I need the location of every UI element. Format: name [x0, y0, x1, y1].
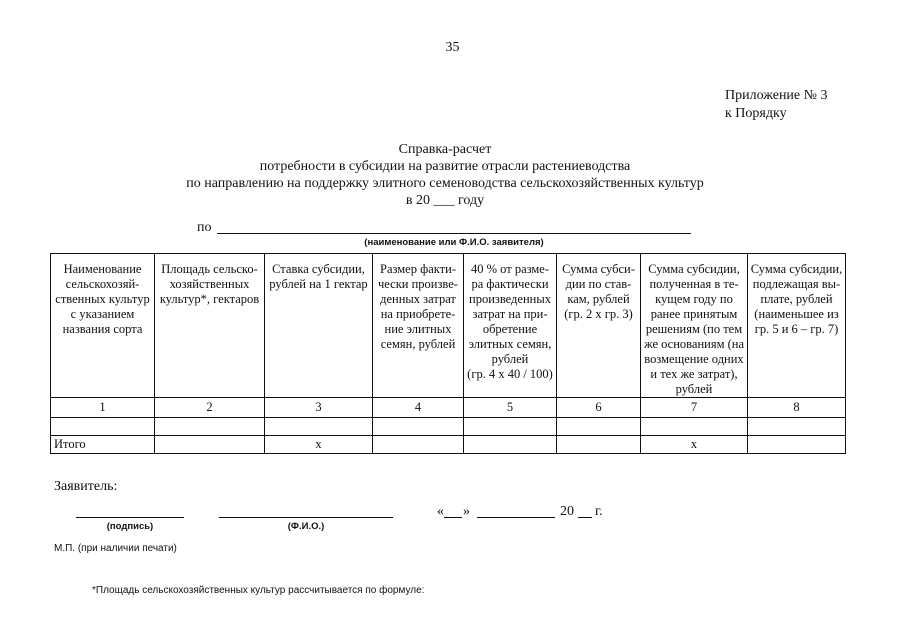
header-line: (наименьшее из — [754, 307, 839, 321]
applicant-prefix: по — [197, 220, 212, 235]
column-number: 5 — [464, 398, 557, 418]
total-cell[interactable] — [373, 436, 464, 454]
header-line: ранее принятым — [650, 307, 738, 321]
table-cell[interactable] — [748, 418, 846, 436]
date-year-field[interactable] — [578, 517, 592, 518]
total-row — [51, 436, 846, 454]
header-line: названия сорта — [62, 322, 143, 336]
applicant-label: Заявитель: — [54, 479, 118, 494]
table-cell[interactable] — [641, 418, 748, 436]
header-line: рублей — [491, 352, 529, 366]
title-line-1: Справка-расчет — [398, 142, 492, 157]
table-cell[interactable] — [557, 418, 641, 436]
subsidy-table — [50, 253, 846, 454]
column-number: 6 — [557, 398, 641, 418]
page-number: 35 — [445, 40, 460, 55]
total-cell-mark: х — [641, 436, 748, 454]
column-number: 4 — [373, 398, 464, 418]
title-line-2: потребности в субсидии на развитие отрасли растениеводства — [259, 159, 631, 174]
header-line: (гр. 2 х гр. 3) — [564, 307, 633, 321]
header-line: с указанием — [70, 307, 135, 321]
header-line: культур*, гектаров — [159, 292, 260, 306]
total-cell[interactable] — [557, 436, 641, 454]
header-line: элитных семян, — [468, 337, 552, 351]
table-cell[interactable] — [155, 418, 265, 436]
header-line: решениям (по тем — [645, 322, 743, 336]
appendix-label — [725, 87, 828, 123]
header-line: ра фактически — [471, 277, 549, 291]
date-year-suffix: г. — [595, 504, 603, 519]
header-line: сельскохозяй- — [65, 277, 140, 291]
appendix-line-2: к Порядку — [725, 106, 787, 121]
header-line: Ставка субсидии, — [272, 262, 365, 276]
signature-field[interactable] — [76, 517, 184, 518]
date-month-field[interactable] — [477, 517, 555, 518]
total-cell[interactable] — [464, 436, 557, 454]
table-cell[interactable] — [464, 418, 557, 436]
date-quote-close: » — [463, 504, 470, 519]
header-cell-7 — [641, 254, 748, 398]
signature-caption: (подпись) — [106, 521, 154, 532]
full-name-caption: (Ф.И.О.) — [287, 521, 325, 532]
header-line: полученная в те- — [649, 277, 739, 291]
header-line: и тех же затрат), — [650, 367, 738, 381]
header-line: подлежащая вы- — [752, 277, 841, 291]
column-number: 3 — [265, 398, 373, 418]
header-line: Сумма субси- — [562, 262, 635, 276]
header-line: рублей — [675, 382, 713, 396]
title-line-3: по направлению на поддержку элитного семеноводства сельскохозяйственных культур — [186, 176, 704, 191]
title-line-4: в 20 ___ году — [405, 193, 485, 208]
header-line: кущем году по — [655, 292, 733, 306]
header-line: семян, рублей — [380, 337, 456, 351]
applicant-name-field[interactable] — [217, 233, 691, 234]
total-cell-mark: х — [265, 436, 373, 454]
header-cell-4 — [373, 254, 464, 398]
table-cell[interactable] — [373, 418, 464, 436]
column-number: 8 — [748, 398, 846, 418]
header-line: произведенных — [469, 292, 551, 306]
header-line: чески произве- — [378, 277, 458, 291]
table-cell[interactable] — [265, 418, 373, 436]
header-line: (гр. 4 х 40 / 100) — [467, 367, 553, 381]
header-cell-1 — [51, 254, 155, 398]
header-line: хозяйственных — [169, 277, 250, 291]
column-number: 7 — [641, 398, 748, 418]
appendix-line-1: Приложение № 3 — [725, 88, 828, 103]
full-name-field[interactable] — [219, 517, 393, 518]
header-line: ственных культур — [55, 292, 150, 306]
header-line: на приобрете- — [380, 307, 456, 321]
header-line: денных затрат — [380, 292, 456, 306]
header-line: Размер факти- — [380, 262, 456, 276]
header-cell-2 — [155, 254, 265, 398]
table-row — [51, 418, 846, 436]
header-line: гр. 5 и 6 – гр. 7) — [754, 322, 839, 336]
header-cell-5 — [464, 254, 557, 398]
header-cell-6 — [557, 254, 641, 398]
date-quote-open: « — [437, 504, 444, 519]
header-line: кам, рублей — [567, 292, 630, 306]
date-year-prefix: 20 — [560, 504, 574, 519]
header-line: Площадь сельско- — [161, 262, 258, 276]
total-cell[interactable] — [748, 436, 846, 454]
header-line: Сумма субсидии, — [750, 262, 843, 276]
footnote: *Площадь сельскохозяйственных культур рассчитывается по формуле: — [92, 585, 425, 596]
total-cell[interactable] — [155, 436, 265, 454]
table-cell[interactable] — [51, 418, 155, 436]
header-line: ние элитных — [384, 322, 452, 336]
header-line: Сумма субсидии, — [648, 262, 740, 276]
stamp-note: М.П. (при наличии печати) — [54, 543, 177, 554]
total-label: Итого — [51, 436, 155, 454]
column-number: 2 — [155, 398, 265, 418]
header-line: же основаниям (на — [643, 337, 745, 351]
header-line: дии по став- — [565, 277, 632, 291]
header-line: плате, рублей — [760, 292, 833, 306]
column-number: 1 — [51, 398, 155, 418]
header-line: Наименование — [63, 262, 142, 276]
header-line: 40 % от разме- — [470, 262, 549, 276]
header-line: затрат на при- — [472, 307, 548, 321]
header-cell-3 — [265, 254, 373, 398]
table-header-row — [51, 254, 846, 398]
header-cell-8 — [748, 254, 846, 398]
applicant-name-caption: (наименование или Ф.И.О. заявителя) — [364, 237, 544, 248]
header-line: рублей на 1 гектар — [269, 277, 368, 291]
column-number-row — [51, 398, 846, 418]
header-line: возмещение одних — [644, 352, 744, 366]
header-line: обретение — [482, 322, 538, 336]
document-title — [0, 141, 890, 209]
date-day-field[interactable] — [444, 517, 462, 518]
